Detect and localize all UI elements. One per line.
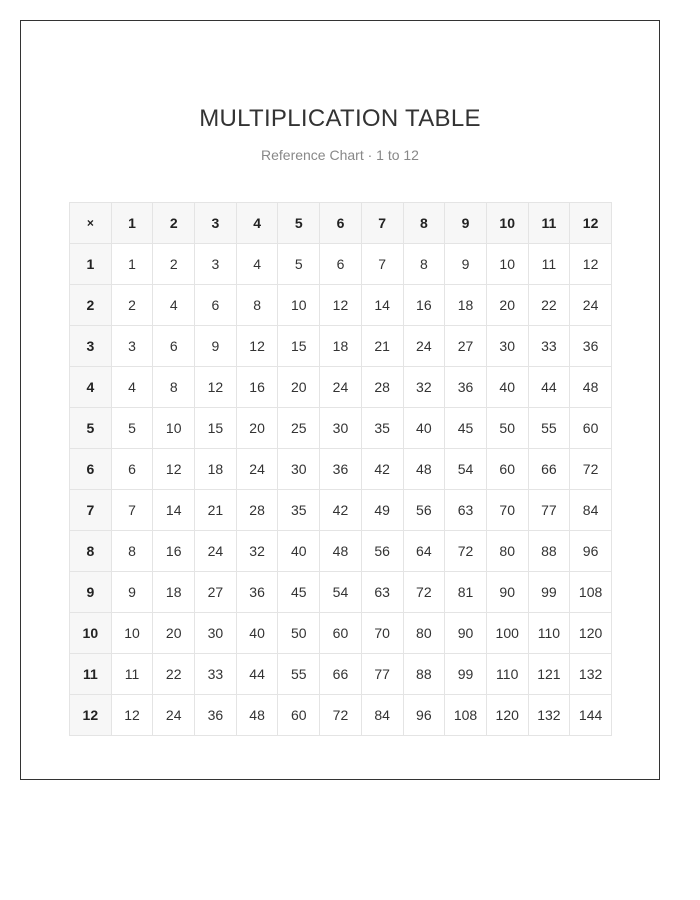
product-cell: 63 [445, 490, 487, 531]
product-cell: 24 [236, 449, 278, 490]
product-cell: 72 [320, 695, 362, 736]
product-cell: 4 [111, 367, 153, 408]
product-cell: 81 [445, 572, 487, 613]
product-cell: 24 [153, 695, 195, 736]
product-cell: 30 [320, 408, 362, 449]
row-header: 9 [70, 572, 112, 613]
product-cell: 5 [278, 244, 320, 285]
product-cell: 56 [403, 490, 445, 531]
reference-sheet [20, 20, 660, 780]
product-cell: 70 [361, 613, 403, 654]
product-cell: 20 [236, 408, 278, 449]
product-cell: 70 [486, 490, 528, 531]
column-header: 6 [320, 203, 362, 244]
product-cell: 6 [195, 285, 237, 326]
product-cell: 110 [486, 654, 528, 695]
product-cell: 99 [445, 654, 487, 695]
product-cell: 11 [528, 244, 570, 285]
product-cell: 28 [236, 490, 278, 531]
product-cell: 16 [153, 531, 195, 572]
product-cell: 30 [278, 449, 320, 490]
product-cell: 60 [486, 449, 528, 490]
table-row [70, 367, 612, 408]
product-cell: 3 [195, 244, 237, 285]
row-header: 6 [70, 449, 112, 490]
product-cell: 14 [153, 490, 195, 531]
product-cell: 28 [361, 367, 403, 408]
product-cell: 72 [403, 572, 445, 613]
product-cell: 42 [320, 490, 362, 531]
product-cell: 35 [278, 490, 320, 531]
product-cell: 72 [445, 531, 487, 572]
product-cell: 35 [361, 408, 403, 449]
column-header: 11 [528, 203, 570, 244]
column-header: 10 [486, 203, 528, 244]
product-cell: 12 [111, 695, 153, 736]
product-cell: 21 [361, 326, 403, 367]
product-cell: 30 [486, 326, 528, 367]
column-header: 5 [278, 203, 320, 244]
page-title: MULTIPLICATION TABLE [199, 105, 481, 132]
product-cell: 120 [486, 695, 528, 736]
product-cell: 40 [278, 531, 320, 572]
product-cell: 7 [111, 490, 153, 531]
product-cell: 9 [195, 326, 237, 367]
corner-multiply-symbol: × [70, 203, 112, 244]
product-cell: 48 [236, 695, 278, 736]
table-row [70, 326, 612, 367]
product-cell: 44 [236, 654, 278, 695]
product-cell: 18 [445, 285, 487, 326]
table-row [70, 531, 612, 572]
product-cell: 60 [320, 613, 362, 654]
product-cell: 144 [570, 695, 612, 736]
column-header: 12 [570, 203, 612, 244]
product-cell: 32 [403, 367, 445, 408]
product-cell: 108 [445, 695, 487, 736]
product-cell: 36 [195, 695, 237, 736]
product-cell: 8 [236, 285, 278, 326]
product-cell: 120 [570, 613, 612, 654]
row-header: 5 [70, 408, 112, 449]
product-cell: 132 [528, 695, 570, 736]
product-cell: 36 [445, 367, 487, 408]
product-cell: 50 [486, 408, 528, 449]
product-cell: 16 [236, 367, 278, 408]
product-cell: 66 [320, 654, 362, 695]
product-cell: 108 [570, 572, 612, 613]
product-cell: 90 [486, 572, 528, 613]
product-cell: 20 [486, 285, 528, 326]
product-cell: 90 [445, 613, 487, 654]
product-cell: 8 [111, 531, 153, 572]
table-row [70, 613, 612, 654]
product-cell: 22 [528, 285, 570, 326]
product-cell: 110 [528, 613, 570, 654]
product-cell: 36 [236, 572, 278, 613]
row-header: 10 [70, 613, 112, 654]
product-cell: 4 [153, 285, 195, 326]
product-cell: 2 [153, 244, 195, 285]
product-cell: 33 [528, 326, 570, 367]
product-cell: 50 [278, 613, 320, 654]
product-cell: 84 [361, 695, 403, 736]
product-cell: 10 [153, 408, 195, 449]
product-cell: 84 [570, 490, 612, 531]
product-cell: 55 [278, 654, 320, 695]
product-cell: 10 [278, 285, 320, 326]
row-header: 12 [70, 695, 112, 736]
row-header: 4 [70, 367, 112, 408]
product-cell: 15 [278, 326, 320, 367]
product-cell: 40 [236, 613, 278, 654]
product-cell: 36 [570, 326, 612, 367]
product-cell: 24 [195, 531, 237, 572]
column-header: 2 [153, 203, 195, 244]
product-cell: 12 [236, 326, 278, 367]
column-header: 7 [361, 203, 403, 244]
table-row [70, 285, 612, 326]
table-row [70, 490, 612, 531]
product-cell: 80 [403, 613, 445, 654]
table-row [70, 695, 612, 736]
product-cell: 21 [195, 490, 237, 531]
product-cell: 48 [320, 531, 362, 572]
product-cell: 100 [486, 613, 528, 654]
product-cell: 33 [195, 654, 237, 695]
product-cell: 27 [445, 326, 487, 367]
product-cell: 2 [111, 285, 153, 326]
row-header: 7 [70, 490, 112, 531]
product-cell: 18 [153, 572, 195, 613]
row-header: 2 [70, 285, 112, 326]
product-cell: 12 [153, 449, 195, 490]
product-cell: 96 [403, 695, 445, 736]
row-header: 3 [70, 326, 112, 367]
product-cell: 36 [320, 449, 362, 490]
product-cell: 49 [361, 490, 403, 531]
product-cell: 6 [153, 326, 195, 367]
table-body [70, 203, 612, 736]
product-cell: 66 [528, 449, 570, 490]
product-cell: 55 [528, 408, 570, 449]
product-cell: 5 [111, 408, 153, 449]
product-cell: 6 [111, 449, 153, 490]
product-cell: 80 [486, 531, 528, 572]
product-cell: 48 [570, 367, 612, 408]
product-cell: 15 [195, 408, 237, 449]
product-cell: 12 [195, 367, 237, 408]
product-cell: 24 [570, 285, 612, 326]
product-cell: 77 [361, 654, 403, 695]
product-cell: 10 [111, 613, 153, 654]
product-cell: 10 [486, 244, 528, 285]
multiplication-table [69, 202, 612, 736]
column-header: 9 [445, 203, 487, 244]
product-cell: 77 [528, 490, 570, 531]
product-cell: 20 [153, 613, 195, 654]
table-row [70, 572, 612, 613]
table-row [70, 408, 612, 449]
product-cell: 88 [528, 531, 570, 572]
column-header: 8 [403, 203, 445, 244]
table-row [70, 449, 612, 490]
product-cell: 72 [570, 449, 612, 490]
product-cell: 54 [320, 572, 362, 613]
product-cell: 40 [403, 408, 445, 449]
row-header: 8 [70, 531, 112, 572]
product-cell: 48 [403, 449, 445, 490]
product-cell: 32 [236, 531, 278, 572]
product-cell: 60 [278, 695, 320, 736]
product-cell: 20 [278, 367, 320, 408]
product-cell: 14 [361, 285, 403, 326]
column-header: 1 [111, 203, 153, 244]
product-cell: 18 [320, 326, 362, 367]
row-header: 11 [70, 654, 112, 695]
product-cell: 3 [111, 326, 153, 367]
product-cell: 56 [361, 531, 403, 572]
product-cell: 9 [111, 572, 153, 613]
product-cell: 22 [153, 654, 195, 695]
product-cell: 60 [570, 408, 612, 449]
product-cell: 45 [278, 572, 320, 613]
product-cell: 6 [320, 244, 362, 285]
product-cell: 12 [570, 244, 612, 285]
product-cell: 54 [445, 449, 487, 490]
product-cell: 27 [195, 572, 237, 613]
product-cell: 4 [236, 244, 278, 285]
header-row [70, 203, 612, 244]
product-cell: 11 [111, 654, 153, 695]
product-cell: 99 [528, 572, 570, 613]
row-header: 1 [70, 244, 112, 285]
product-cell: 45 [445, 408, 487, 449]
product-cell: 96 [570, 531, 612, 572]
product-cell: 25 [278, 408, 320, 449]
column-header: 3 [195, 203, 237, 244]
product-cell: 42 [361, 449, 403, 490]
column-header: 4 [236, 203, 278, 244]
product-cell: 132 [570, 654, 612, 695]
product-cell: 40 [486, 367, 528, 408]
page-subtitle: Reference Chart · 1 to 12 [261, 147, 419, 163]
product-cell: 64 [403, 531, 445, 572]
product-cell: 9 [445, 244, 487, 285]
product-cell: 30 [195, 613, 237, 654]
table-row [70, 244, 612, 285]
product-cell: 121 [528, 654, 570, 695]
product-cell: 88 [403, 654, 445, 695]
product-cell: 63 [361, 572, 403, 613]
product-cell: 24 [320, 367, 362, 408]
product-cell: 44 [528, 367, 570, 408]
product-cell: 24 [403, 326, 445, 367]
product-cell: 8 [403, 244, 445, 285]
table-row [70, 654, 612, 695]
product-cell: 7 [361, 244, 403, 285]
product-cell: 1 [111, 244, 153, 285]
product-cell: 12 [320, 285, 362, 326]
product-cell: 16 [403, 285, 445, 326]
product-cell: 8 [153, 367, 195, 408]
product-cell: 18 [195, 449, 237, 490]
